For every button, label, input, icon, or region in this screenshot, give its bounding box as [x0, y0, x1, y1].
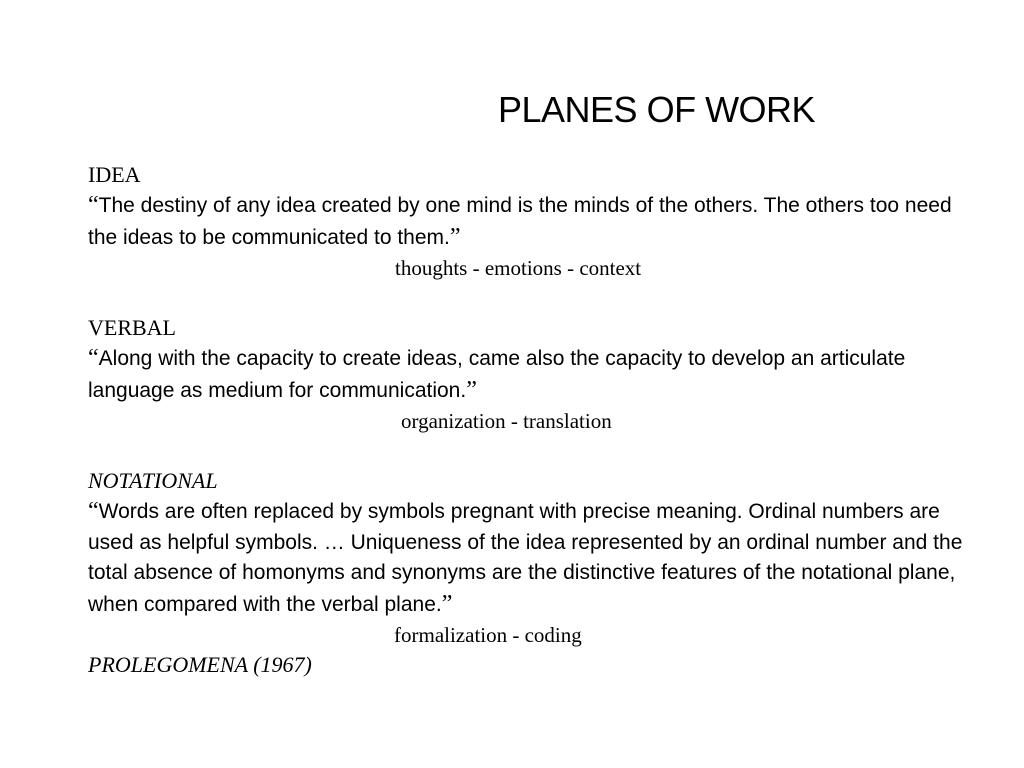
open-quote-mark: “	[88, 345, 99, 371]
quote-text-verbal: Along with the capacity to create ideas, came also the capacity to develop an articulate language as medium for communication.	[88, 347, 906, 402]
section-gap	[88, 283, 968, 313]
close-quote-mark: ”	[441, 590, 453, 617]
section-heading-notational: NOTATIONAL	[88, 468, 218, 493]
section-quote-verbal	[88, 343, 968, 406]
section-keywords-verbal: organization - translation	[401, 409, 612, 433]
section-heading-verbal: VERBAL	[88, 315, 176, 340]
quote-text-notational: Words are often replaced by symbols pregnant with precise meaning. Ordinal numbers are used as helpful symbols. … Uniqueness of the idea represented by an ordinal number and the total absence of homonyms and synonyms are the distinctive features of the notational plane, when compared with the verbal plane.	[88, 500, 963, 616]
quote-text-idea: The destiny of any idea created by one mind is the minds of the others. The others too need the ideas to be communicated to them.	[88, 194, 952, 249]
section-keywords-idea: thoughts - emotions - context	[395, 256, 642, 280]
section-keywords-notational: formalization - coding	[394, 623, 582, 647]
open-quote-mark: “	[88, 498, 99, 524]
open-quote-mark: “	[88, 192, 99, 218]
section-quote-idea	[88, 190, 968, 253]
section-quote-notational	[88, 496, 968, 620]
close-quote-mark: ”	[449, 223, 461, 250]
section-gap	[88, 436, 968, 466]
slide-title: PLANES OF WORK	[498, 89, 816, 130]
source-citation: PROLEGOMENA (1967)	[88, 652, 312, 677]
slide-body	[88, 160, 968, 680]
section-heading-idea: IDEA	[88, 162, 141, 187]
close-quote-mark: ”	[466, 376, 477, 403]
